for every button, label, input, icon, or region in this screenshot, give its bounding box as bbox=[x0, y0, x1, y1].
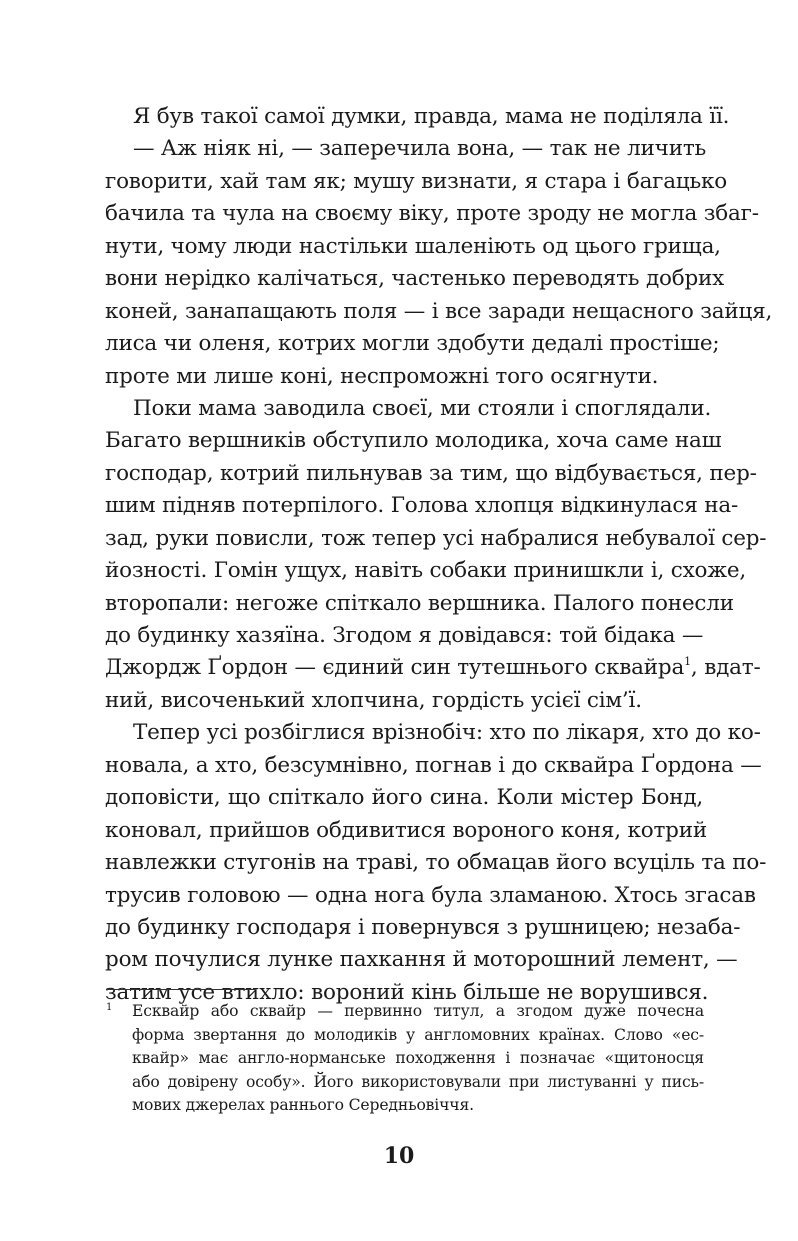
footnote-line: форма звертання до молодиків у англомовних країнах. Слово «ес- bbox=[132, 1025, 704, 1044]
text-line: коновал, прийшов обдивитися вороного коня, котрий bbox=[105, 817, 707, 843]
footnote-line: квайр» має англо-норманське походження і позначає «щитоносця bbox=[132, 1049, 704, 1067]
footnote-line: Есквайр або сквайр — первинно титул, а згодом дуже почесна bbox=[132, 1002, 704, 1020]
text-line: ром почулися лунке пахкання й моторошний лемент, — bbox=[105, 947, 738, 973]
text-line: навлежки стугонів на траві, то обмацав його всуціль та по- bbox=[105, 850, 767, 876]
text-line: лиса чи оленя, котрих могли здобути дедалі простіше; bbox=[105, 331, 720, 357]
footnote-line: мових джерелах раннього Середньовіччя. bbox=[132, 1096, 474, 1114]
text-line bbox=[105, 652, 761, 684]
text-line-part: Джордж Ґордон — єдиний син тутешнього сквайра bbox=[105, 655, 685, 681]
text-line: Я був такої самої думки, правда, мама не поділяла її. bbox=[133, 104, 730, 129]
text-line: Поки мама заводила своєї, ми стояли і споглядали. bbox=[133, 395, 712, 421]
footnote bbox=[106, 1000, 704, 1118]
text-line: — Аж ніяк ні, — заперечила вона, — так не личить bbox=[133, 136, 707, 162]
footnote-line: або довірену особу». Його використовували при листуванні у пись- bbox=[132, 1072, 704, 1091]
text-line: доповісти, що спіткало його сина. Коли містер Бонд, bbox=[105, 785, 703, 811]
text-line: до будинку хазяїна. Згодом я довідався: той бідака — bbox=[105, 623, 704, 648]
text-line: зад, руки повисли, тож тепер усі набралися небувалої сер- bbox=[105, 525, 767, 551]
text-line: коней, занапащають поля — і все заради нещасного зайця, bbox=[105, 298, 773, 324]
page-number: 10 bbox=[383, 1143, 415, 1169]
text-line: второпали: негоже спіткало вершника. Палого понесли bbox=[105, 590, 734, 616]
text-line: нути, чому люди настільки шаленіють од цього грища, bbox=[105, 233, 721, 259]
text-line: трусив головою — одна нога була зламаною. Хтось згасав bbox=[105, 882, 756, 908]
main-text bbox=[105, 101, 773, 1009]
text-line: бачила та чула на своєму віку, проте зроду не могла збаг- bbox=[105, 201, 759, 227]
text-line: йозності. Гомін ущух, навіть собаки принишкли і, схоже, bbox=[105, 558, 747, 584]
text-line: новала, а хто, безсумнівно, погнав і до сквайра Ґордона — bbox=[105, 752, 762, 778]
text-line: Багато вершників обступило молодика, хоча саме наш bbox=[105, 428, 722, 454]
text-line: ний, височенький хлопчина, гордість усієї сім’ї. bbox=[105, 687, 642, 713]
text-line-part: , вдат- bbox=[690, 655, 761, 681]
footnote-reference[interactable]: 1 bbox=[684, 655, 691, 669]
text-line: господар, котрий пильнував за тим, що відбувається, пер- bbox=[105, 460, 757, 486]
text-line: говорити, хай там як; мушу визнати, я стара і багацько bbox=[105, 168, 727, 194]
footnote-marker: 1 bbox=[106, 1002, 113, 1013]
text-line: проте ми лише коні, неспроможні того осягнути. bbox=[105, 363, 659, 389]
text-line: до будинку господаря і повернувся з рушницею; незаба- bbox=[105, 914, 741, 940]
footnote-divider bbox=[106, 989, 256, 990]
text-line: шим підняв потерпілого. Голова хлопця відкинулася на- bbox=[105, 493, 739, 519]
text-line: затим усе втихло: вороний кінь більше не ворушився. bbox=[105, 979, 709, 1005]
text-line: Тепер усі розбіглися врізнобіч: хто по лікаря, хто до ко- bbox=[133, 720, 761, 746]
text-line: вони нерідко калічаться, частенько переводять добрих bbox=[105, 266, 725, 292]
